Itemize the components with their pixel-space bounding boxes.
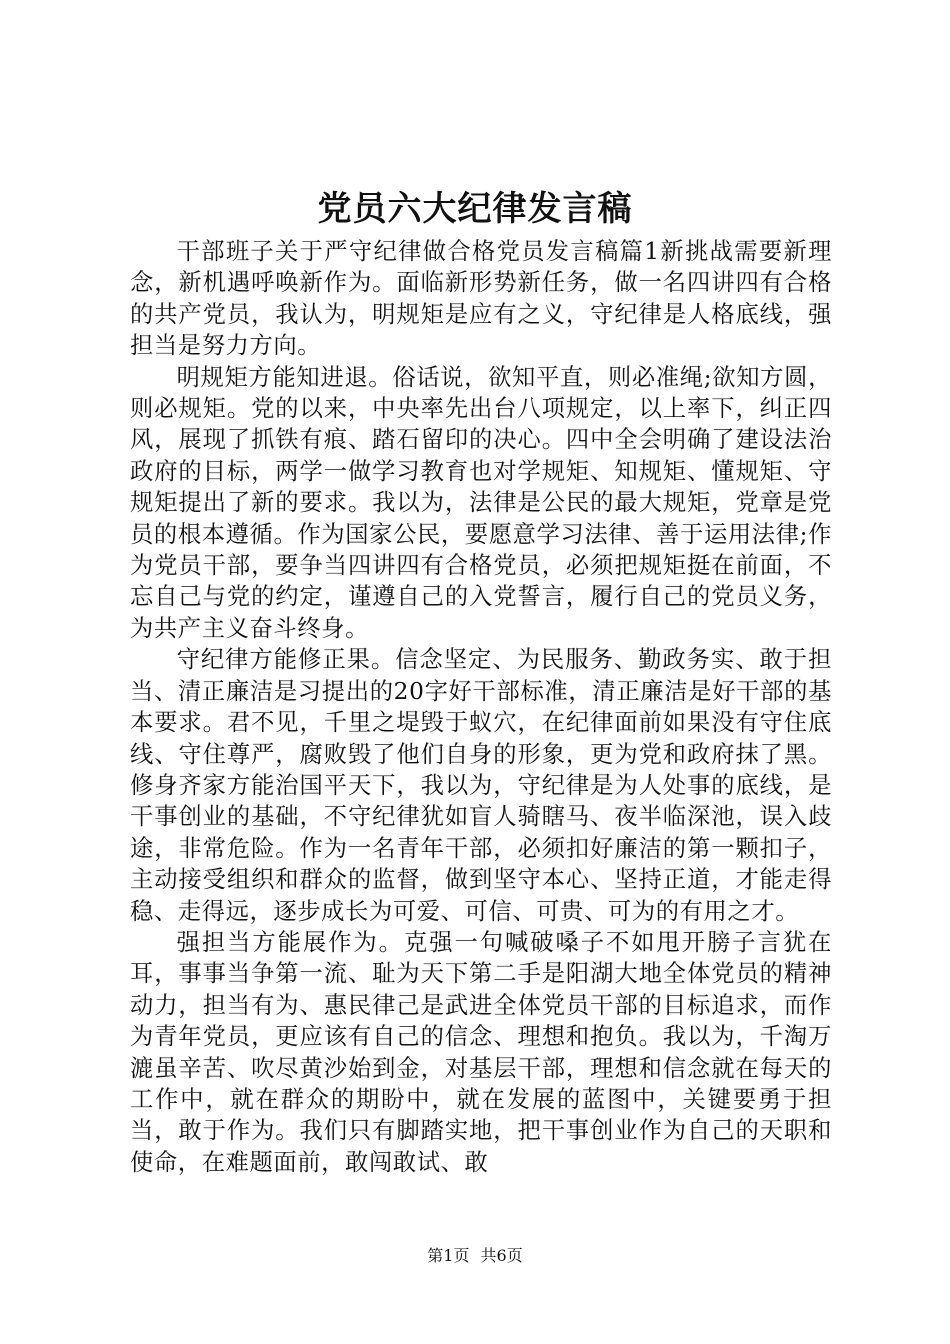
paragraph-4: 强担当方能展作为。克强一句喊破嗓子不如甩开膀子言犹在耳，事事当争第一流、耻为天下第二手是阳湖大地全体党员的精神动力，担当有为、惠民律己是武进全体党员干部的目标追求，而作为青年党员，更应该有自己的信念、理想和抱负。我以为，千淘万漉虽辛苦、吹尽黄沙始到金，对基层干部，理想和信念就在每天的工作中，就在群众的期盼中，就在发展的蓝图中，关键要勇于担当，敢于作为。我们只有脚踏实地，把干事创业作为自己的天职和使命，在难题面前，敢闯敢试、敢 [130, 928, 832, 1176]
paragraph-3: 守纪律方能修正果。信念坚定、为民服务、勤政务实、敢于担当、清正廉洁是习提出的20字好干部标准，清正廉洁是好干部的基本要求。君不见，千里之堤毁于蚁穴，在纪律面前如果没有守住底线、守住尊严，腐败毁了他们自身的形象，更为党和政府抹了黑。修身齐家方能治国平天下，我以为，守纪律是为人处事的底线，是干事创业的基础，不守纪律犹如盲人骑瞎马、夜半临深池，误入歧途，非常危险。作为一名青年干部，必须扣好廉洁的第一颗扣子，主动接受组织和群众的监督，做到坚守本心、坚持正道，才能走得稳、走得远，逐步成长为可爱、可信、可贵、可为的有用之才。 [130, 646, 832, 925]
page-footer [0, 1244, 950, 1268]
document-body [130, 236, 832, 1186]
document-title: 党员六大纪律发言稿 [317, 189, 633, 229]
page-total: 共6页 [480, 1246, 523, 1265]
paragraph-1: 干部班子关于严守纪律做合格党员发言稿篇1新挑战需要新理念，新机遇呼唤新作为。面临新形势新任务，做一名四讲四有合格的共产党员，我认为，明规矩是应有之义，守纪律是人格底线，强担当是努力方向。 [130, 238, 832, 360]
page-number: 第1页 [427, 1246, 470, 1265]
paragraph-2: 明规矩方能知进退。俗话说，欲知平直，则必准绳;欲知方圆，则必规矩。党的以来，中央率先出台八项规定，以上率下，纠正四风，展现了抓铁有痕、踏石留印的决心。四中全会明确了建设法治政府的目标，两学一做学习教育也对学规矩、知规矩、懂规矩、守规矩提出了新的要求。我以为，法律是公民的最大规矩，党章是党员的根本遵循。作为国家公民，要愿意学习法律、善于运用法律;作为党员干部，要争当四讲四有合格党员，必须把规矩挺在前面，不忘自己与党的约定，谨遵自己的入党誓言，履行自己的党员义务，为共产主义奋斗终身。 [130, 363, 832, 642]
